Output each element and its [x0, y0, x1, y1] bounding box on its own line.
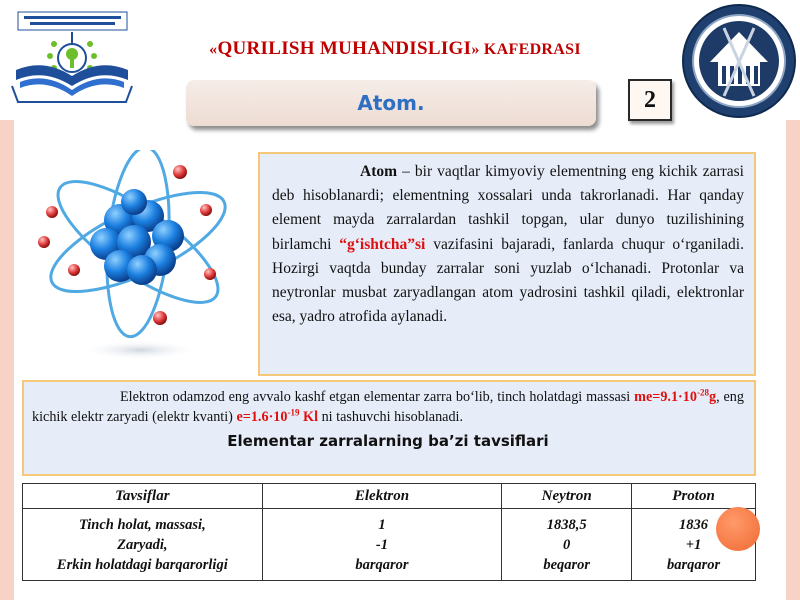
label-stability: Erkin holatdagi barqarorligi [56, 556, 228, 573]
label-charge: Zaryadi, [117, 536, 168, 553]
topic-banner [186, 80, 596, 126]
electron-info-text [32, 388, 744, 427]
title-main: QURILISH MUHANDISLIGI [217, 38, 472, 59]
proton-charge-value: +1 [685, 536, 702, 553]
university-book-logo-icon [10, 10, 135, 105]
electron-charge-unit: Kl [299, 408, 319, 425]
header-electron: Elektron [262, 484, 502, 509]
architecture-seal-logo-icon [680, 2, 798, 120]
electron-part1: Elektron odamzod eng avvalo kashf etgan elementar zarra bo‘lib, tinch holatdagi massasi [120, 389, 635, 405]
title-tail: KAFEDRASI [479, 41, 581, 58]
electron-charge-value: -1 [375, 536, 388, 553]
electron-mass-value: 1 [378, 516, 386, 533]
proton-stability-value: barqaror [666, 556, 721, 573]
proton-mass-value: 1836 [679, 516, 709, 533]
electron-part3: ni tashuvchi hisoblanadi. [318, 408, 464, 425]
electron-mass [634, 389, 716, 405]
header-proton: Proton [632, 484, 756, 509]
topic-title: Atom. [357, 91, 425, 115]
electron-mass-unit: g [708, 389, 717, 405]
atom-definition-part2: vazifasini bajaradi, fanlarda chuqur o‘rganiladi. Hozirgi vaqtda bunday zarralar soni yuzlab o‘lchanadi. Protonlar va neytronlar musbat zaryadlangan atom yadrosini tashkil qiladi, elektronlar esa, yadro atrofida aylanadi. [272, 235, 744, 326]
atom-model-icon [30, 150, 250, 370]
electron-stability-value: barqaror [355, 556, 409, 573]
particle-properties-table [22, 483, 756, 581]
atom-term: Atom [360, 163, 398, 180]
side-band-right [786, 120, 800, 600]
slide-number: 2 [628, 79, 672, 121]
department-title [140, 38, 650, 60]
table-header-row [23, 484, 756, 509]
atom-definition-box [258, 152, 756, 376]
cell-electron [262, 509, 502, 581]
cell-neutron [502, 509, 632, 581]
electron-mass-base: me=9.1·10 [634, 389, 697, 405]
title-close-quote: » [471, 41, 480, 58]
electron-charge [236, 406, 319, 425]
atom-definition-text [272, 160, 744, 329]
electron-charge-exponent: -19 [287, 406, 300, 417]
electron-part2: , eng kichik elektr zaryadi (elektr kvanti) [32, 389, 744, 425]
label-mass: Tinch holat, massasi, [78, 516, 206, 533]
cell-labels [23, 509, 263, 581]
table-row [23, 509, 756, 581]
table-title: Elementar zarralarning ba’zi tavsiflari [227, 432, 549, 450]
neutron-mass-value: 1838,5 [546, 516, 587, 533]
electron-mass-exponent: -28 [696, 387, 709, 398]
decorative-orange-circle [716, 507, 760, 551]
atom-definition-part1: – bir vaqtlar kimyoviy elementning eng kichik zarrasi deb hisoblanardi; elementning xossalari unda takrorlanadi. Har qanday element mayda zarralardan tashkil topgan, ular dunyo tuzilishining birlamchi [272, 163, 744, 253]
header-neutron: Neytron [502, 484, 632, 509]
neutron-stability-value: beqaror [543, 556, 591, 573]
electron-charge-base: e=1.6·10 [236, 408, 288, 425]
brick-highlight: “g‘ishtcha”si [339, 235, 426, 253]
side-band-left [0, 120, 14, 600]
header-properties: Tavsiflar [23, 484, 263, 509]
neutron-charge-value: 0 [563, 536, 571, 553]
title-open-quote: « [209, 41, 218, 58]
electron-info-box [22, 380, 756, 476]
